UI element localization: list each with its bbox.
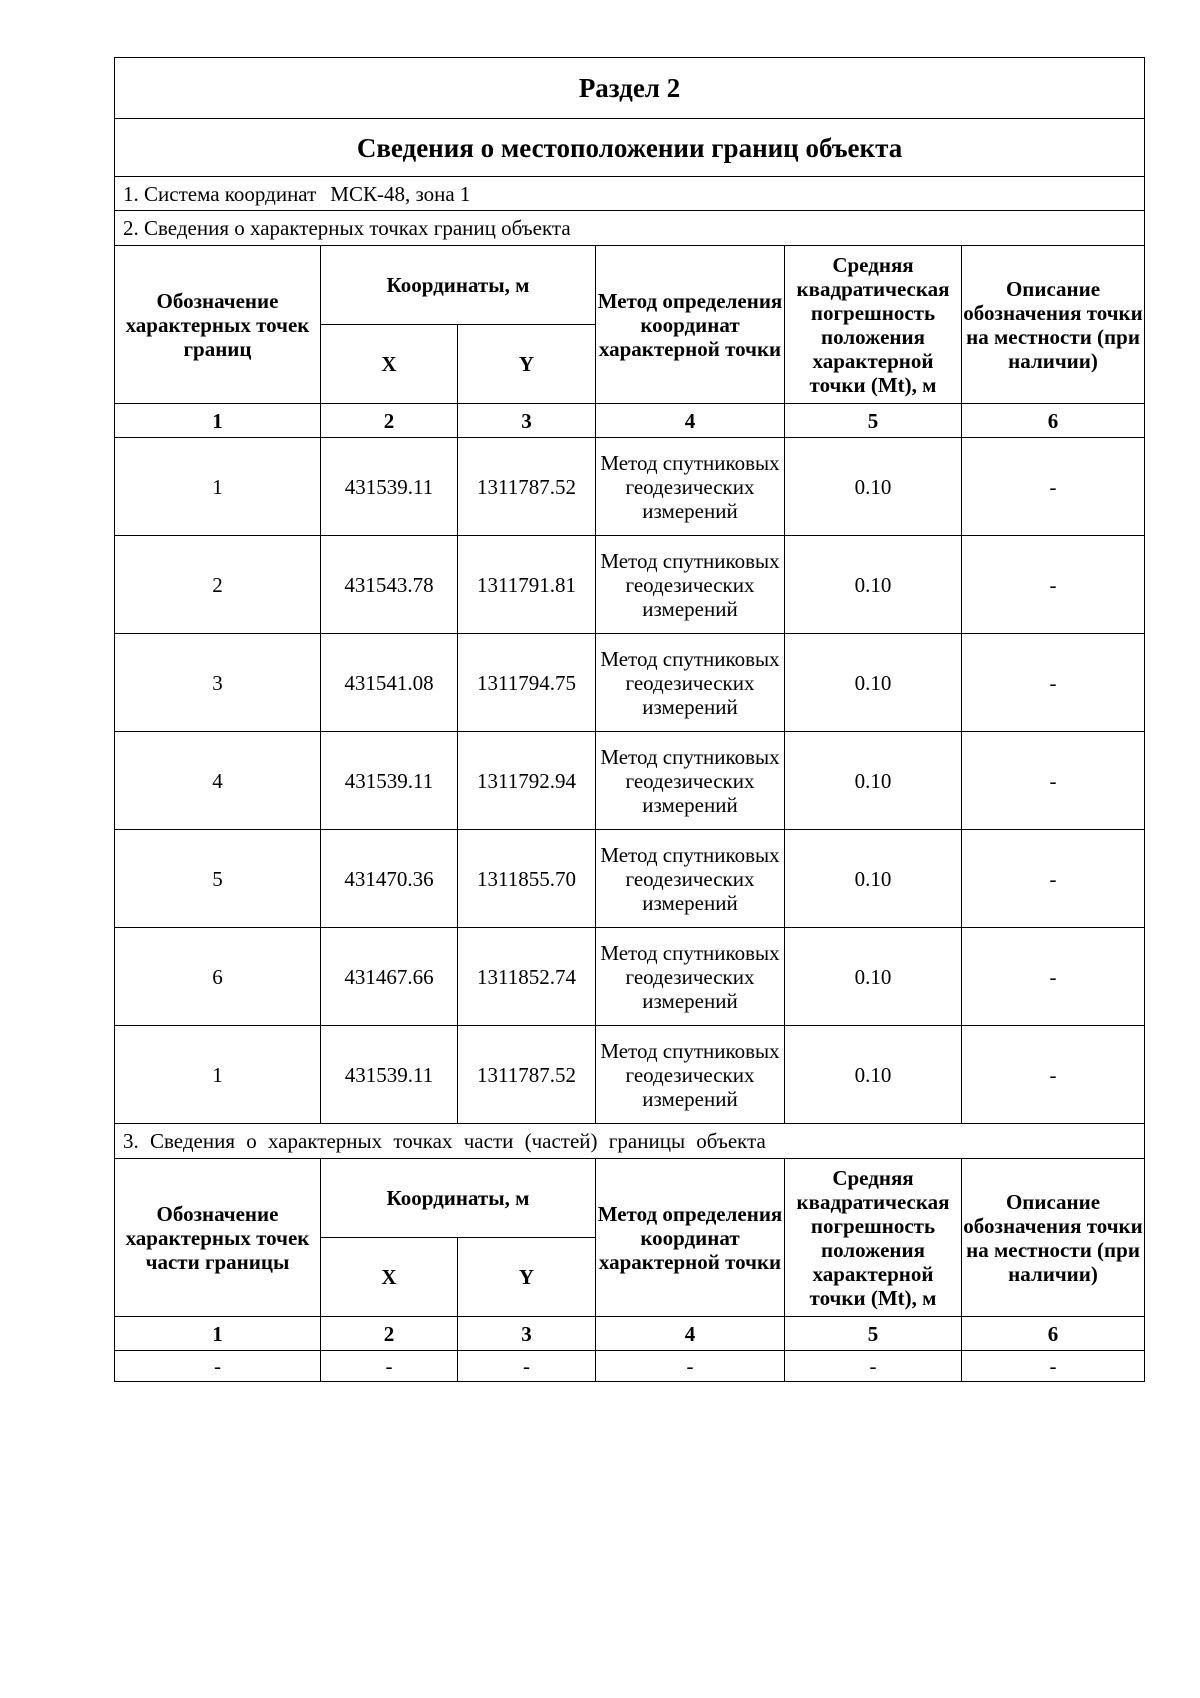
table-row (115, 536, 1145, 634)
y-cell: 1311787.52 (458, 1026, 596, 1124)
error-cell: 0.10 (785, 634, 962, 732)
table-row (115, 1026, 1145, 1124)
coord-system-value: МСК-48, зона 1 (330, 181, 471, 206)
point-cell: 6 (115, 928, 321, 1026)
column-number: 4 (596, 1317, 785, 1351)
header-y: Y (458, 325, 596, 404)
column-number: 5 (785, 404, 962, 438)
description-cell: - (962, 732, 1145, 830)
x-cell: 431539.11 (321, 1026, 458, 1124)
column-number: 3 (458, 1317, 596, 1351)
parts-header-y: Y (458, 1238, 596, 1317)
parts-header-method: Метод определения координат характерной точки (596, 1159, 785, 1317)
y-cell: - (458, 1351, 596, 1382)
error-cell: 0.10 (785, 438, 962, 536)
column-number: 2 (321, 404, 458, 438)
header-x: X (321, 325, 458, 404)
column-number: 1 (115, 1317, 321, 1351)
table-row (115, 1351, 1145, 1382)
column-number: 1 (115, 404, 321, 438)
column-number: 4 (596, 404, 785, 438)
description-cell: - (962, 1026, 1145, 1124)
x-cell: 431539.11 (321, 732, 458, 830)
method-cell: Метод спутниковых геодезических измерений (596, 732, 785, 830)
point-cell: 1 (115, 438, 321, 536)
column-numbers-row (115, 404, 1145, 438)
x-cell: 431543.78 (321, 536, 458, 634)
description-cell: - (962, 928, 1145, 1026)
column-number: 2 (321, 1317, 458, 1351)
point-cell: 2 (115, 536, 321, 634)
method-cell: Метод спутниковых геодезических измерений (596, 830, 785, 928)
section-subtitle: Сведения о местоположении границ объекта (115, 119, 1145, 177)
point-cell: 1 (115, 1026, 321, 1124)
y-cell: 1311787.52 (458, 438, 596, 536)
error-cell: 0.10 (785, 830, 962, 928)
table-row (115, 438, 1145, 536)
section-title: Раздел 2 (115, 58, 1145, 119)
x-cell: - (321, 1351, 458, 1382)
y-cell: 1311794.75 (458, 634, 596, 732)
description-cell: - (962, 438, 1145, 536)
header-designation: Обозначение характерных точек границ (115, 246, 321, 404)
header-description: Описание обозначения точки на местности (при наличии) (962, 246, 1145, 404)
method-cell: Метод спутниковых геодезических измерений (596, 928, 785, 1026)
table-row (115, 732, 1145, 830)
method-cell: Метод спутниковых геодезических измерений (596, 634, 785, 732)
x-cell: 431470.36 (321, 830, 458, 928)
y-cell: 1311855.70 (458, 830, 596, 928)
column-number: 6 (962, 404, 1145, 438)
error-cell: - (785, 1351, 962, 1382)
description-cell: - (962, 536, 1145, 634)
boundary-table (114, 57, 1145, 1382)
description-cell: - (962, 1351, 1145, 1382)
document-page (114, 57, 1144, 1382)
method-cell: Метод спутниковых геодезических измерений (596, 536, 785, 634)
parts-header-x: X (321, 1238, 458, 1317)
method-cell: Метод спутниковых геодезических измерений (596, 438, 785, 536)
header-error: Средняя квадратическая погрешность положения характерной точки (Mt), м (785, 246, 962, 404)
parts-header-coords: Координаты, м (321, 1159, 596, 1238)
description-cell: - (962, 830, 1145, 928)
parts-section-label: 3. Сведения о характерных точках части (частей) границы объекта (115, 1124, 1145, 1159)
point-cell: - (115, 1351, 321, 1382)
parts-header-error: Средняя квадратическая погрешность положения характерной точки (Mt), м (785, 1159, 962, 1317)
column-number: 3 (458, 404, 596, 438)
point-cell: 5 (115, 830, 321, 928)
error-cell: 0.10 (785, 1026, 962, 1124)
header-coords: Координаты, м (321, 246, 596, 325)
table-row (115, 634, 1145, 732)
point-cell: 3 (115, 634, 321, 732)
error-cell: 0.10 (785, 928, 962, 1026)
y-cell: 1311792.94 (458, 732, 596, 830)
coord-system-line (115, 177, 1145, 211)
parts-header-description: Описание обозначения точки на местности (при наличии) (962, 1159, 1145, 1317)
method-cell: Метод спутниковых геодезических измерений (596, 1026, 785, 1124)
parts-header-designation: Обозначение характерных точек части границы (115, 1159, 321, 1317)
error-cell: 0.10 (785, 732, 962, 830)
y-cell: 1311791.81 (458, 536, 596, 634)
x-cell: 431467.66 (321, 928, 458, 1026)
method-cell: - (596, 1351, 785, 1382)
column-number: 5 (785, 1317, 962, 1351)
point-cell: 4 (115, 732, 321, 830)
coord-system-label: 1. Система координат (123, 181, 317, 206)
table-row (115, 830, 1145, 928)
error-cell: 0.10 (785, 536, 962, 634)
header-method: Метод определения координат характерной точки (596, 246, 785, 404)
x-cell: 431541.08 (321, 634, 458, 732)
x-cell: 431539.11 (321, 438, 458, 536)
parts-column-numbers-row (115, 1317, 1145, 1351)
points-section-label: 2. Сведения о характерных точках границ объекта (115, 211, 1145, 246)
table-row (115, 928, 1145, 1026)
y-cell: 1311852.74 (458, 928, 596, 1026)
column-number: 6 (962, 1317, 1145, 1351)
description-cell: - (962, 634, 1145, 732)
